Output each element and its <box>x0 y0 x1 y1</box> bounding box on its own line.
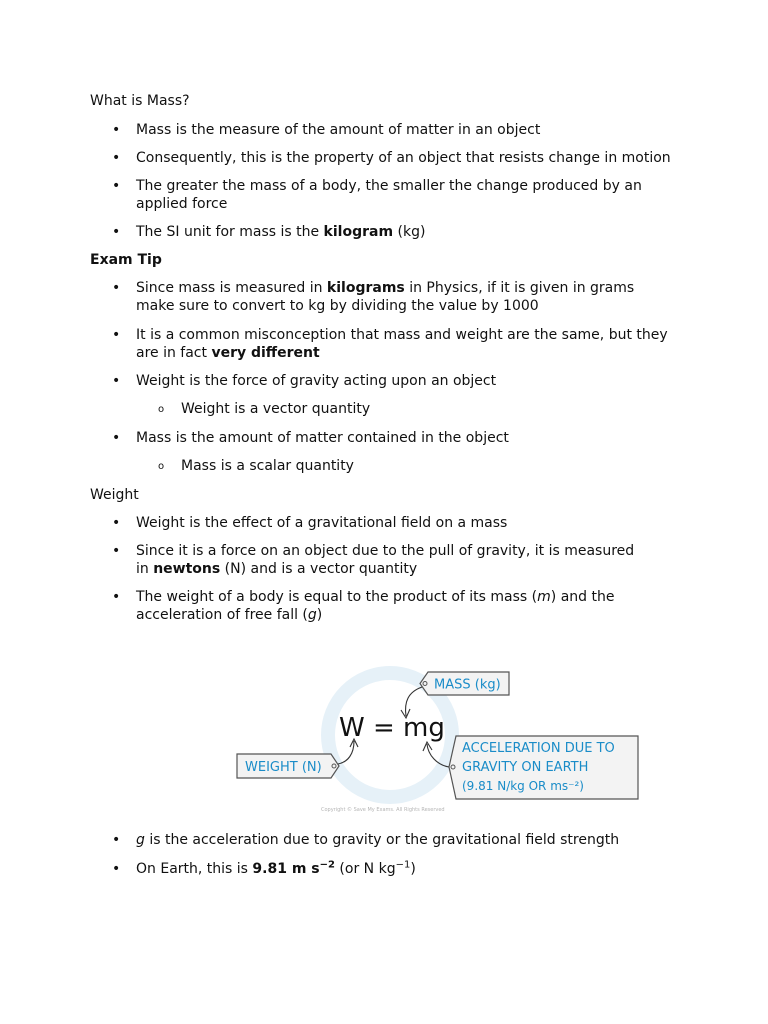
weight-label: WEIGHT (N) <box>245 760 322 775</box>
bullet: • <box>112 589 121 605</box>
sub-list-item: o Mass is a scalar quantity <box>158 458 354 474</box>
list-item: • It is a common misconception that mass and weight are the same, but they are in fact very different <box>112 327 668 361</box>
bullet: • <box>112 543 121 559</box>
acceleration-label-line3: (9.81 N/kg OR ms⁻²) <box>462 779 584 793</box>
weight-equation-diagram <box>230 660 650 820</box>
acceleration-tag <box>449 736 638 799</box>
list-item: • Consequently, this is the property of an object that resists change in motion <box>112 150 671 166</box>
bullet: • <box>112 430 121 446</box>
list-item: • Since mass is measured in kilograms in Physics, if it is given in grams make sure to convert to kg by dividing the value by 1000 <box>112 280 635 314</box>
bullet: • <box>112 122 121 138</box>
equation-text: W = mg <box>339 713 445 743</box>
copyright-text: Copyright © Save My Exams. All Rights Reserved <box>321 807 445 813</box>
bullet: • <box>112 373 121 389</box>
list-item: • Weight is the force of gravity acting upon an object <box>112 373 497 389</box>
list-item: • Mass is the amount of matter contained in the object <box>112 430 509 446</box>
bullet: • <box>112 178 121 194</box>
sub-bullet: o <box>158 404 165 415</box>
heading-what-is-mass: What is Mass? <box>90 93 190 109</box>
bullet: • <box>112 280 121 296</box>
list-item: • Mass is the measure of the amount of matter in an object <box>112 122 541 138</box>
acceleration-label-line2: GRAVITY ON EARTH <box>462 760 589 775</box>
bullet: • <box>112 327 121 343</box>
mass-arrow <box>406 687 422 716</box>
list-item: • Since it is a force on an object due to the pull of gravity, it is measured in newtons (N) and is a vector quantity <box>112 543 635 577</box>
mass-label: MASS (kg) <box>434 677 501 693</box>
mass-tag <box>420 672 509 695</box>
sub-bullet: o <box>158 461 165 472</box>
bullet: • <box>112 515 121 531</box>
acceleration-label-line1: ACCELERATION DUE TO <box>462 741 615 756</box>
heading-exam-tip: Exam Tip <box>90 252 162 268</box>
list-item: • The greater the mass of a body, the smaller the change produced by an applied force <box>112 178 642 212</box>
list-item: • The weight of a body is equal to the product of its mass (m) and the acceleration of free fall (g) <box>112 589 615 623</box>
bullet: • <box>112 861 121 877</box>
bullet: • <box>112 224 121 240</box>
list-item: • g is the acceleration due to gravity or the gravitational field strength <box>112 832 620 848</box>
list-item-si-unit: • The SI unit for mass is the kilogram (kg) <box>112 224 426 240</box>
weight-tag <box>237 754 339 778</box>
list-item: • Weight is the effect of a gravitational field on a mass <box>112 515 508 531</box>
sub-list-item: o Weight is a vector quantity <box>158 401 371 417</box>
heading-weight: Weight <box>90 487 139 503</box>
bullet: • <box>112 832 121 848</box>
list-item: • On Earth, this is 9.81 m $s^{-2}$ (or N $kg^{-1}$) <box>112 859 416 877</box>
bullet: • <box>112 150 121 166</box>
